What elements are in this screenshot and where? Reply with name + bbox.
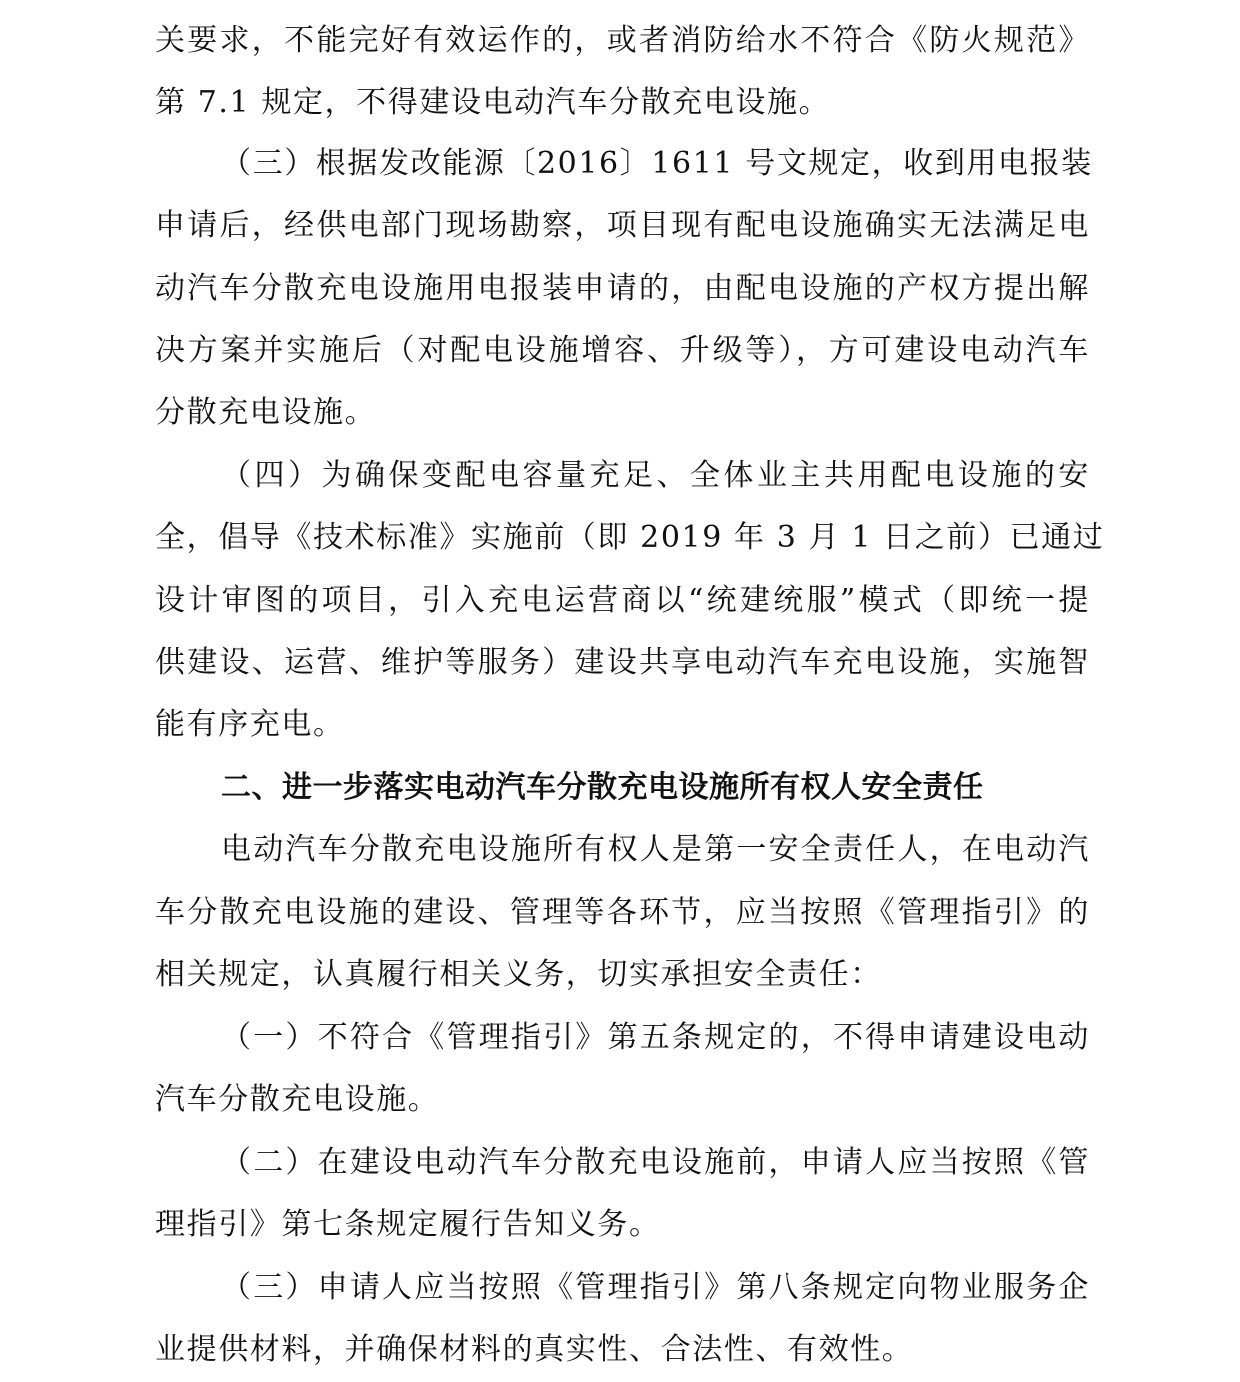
paragraph-start-line: （三）申请人应当按照《管理指引》第八条规定向物业服务企 bbox=[221, 1270, 1090, 1305]
paragraph-start-line: （三）根据发改能源〔2016〕1611 号文规定，收到用电报装 bbox=[221, 146, 1093, 181]
paragraph-start-line: （二）在建设电动汽车分散充电设施前，申请人应当按照《管 bbox=[221, 1145, 1090, 1180]
text-line: 设计审图的项目，引入充电运营商以“统建统服”模式（即统一提 bbox=[155, 583, 1090, 618]
text-line: 供建设、运营、维护等服务）建设共享电动汽车充电设施，实施智 bbox=[155, 645, 1090, 680]
paragraph-start-line: （一）不符合《管理指引》第五条规定的，不得申请建设电动 bbox=[221, 1020, 1090, 1055]
paragraph-start-line: （四）为确保变配电容量充足、全体业主共用配电设施的安 bbox=[221, 458, 1090, 493]
text-line: 全，倡导《技术标准》实施前（即 2019 年 3 月 1 日之前）已通过 bbox=[155, 520, 1105, 555]
text-line: 能有序充电。 bbox=[155, 707, 345, 742]
text-line: 理指引》第七条规定履行告知义务。 bbox=[155, 1207, 661, 1242]
section-heading: 二、进一步落实电动汽车分散充电设施所有权人安全责任 bbox=[221, 770, 984, 805]
text-line: 动汽车分散充电设施用电报装申请的，由配电设施的产权方提出解 bbox=[155, 271, 1090, 306]
text-line: 申请后，经供电部门现场勘察，项目现有配电设施确实无法满足电 bbox=[155, 208, 1090, 243]
text-line: 车分散充电设施的建设、管理等各环节，应当按照《管理指引》的 bbox=[155, 895, 1090, 930]
text-line: 业提供材料，并确保材料的真实性、合法性、有效性。 bbox=[155, 1332, 914, 1367]
paragraph-start-line: 电动汽车分散充电设施所有权人是第一安全责任人，在电动汽 bbox=[221, 832, 1090, 867]
text-line: 分散充电设施。 bbox=[155, 395, 377, 430]
text-line: 汽车分散充电设施。 bbox=[155, 1082, 440, 1117]
text-line: 关要求，不能完好有效运作的，或者消防给水不符合《防火规范》 bbox=[155, 23, 1090, 58]
text-line: 第 7.1 规定，不得建设电动汽车分散充电设施。 bbox=[155, 85, 831, 120]
text-line: 决方案并实施后（对配电设施增容、升级等），方可建设电动汽车 bbox=[155, 333, 1090, 368]
text-line: 相关规定，认真履行相关义务，切实承担安全责任： bbox=[155, 957, 882, 992]
